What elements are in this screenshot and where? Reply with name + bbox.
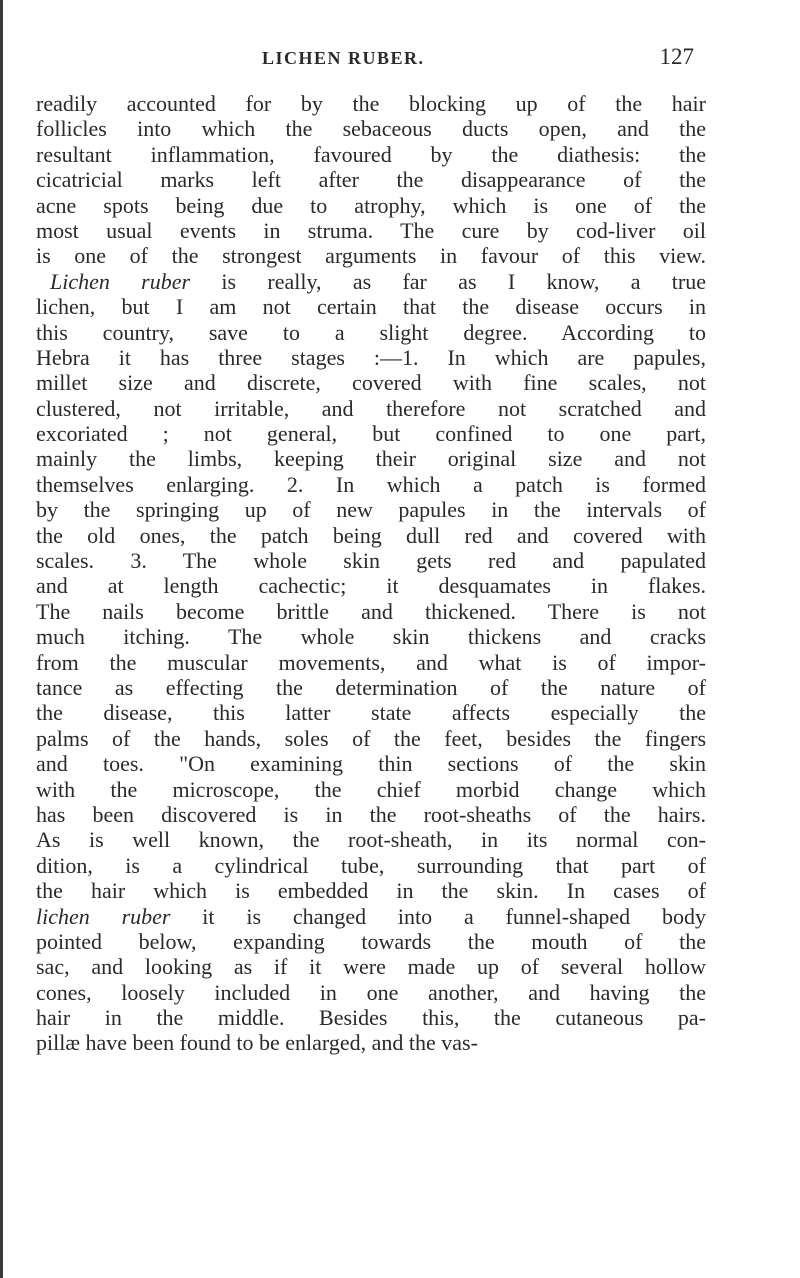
page-number: 127 <box>659 44 694 69</box>
text-line: mainly the limbs, keeping their original size and not <box>36 446 706 472</box>
text-line: The nails become brittle and thickened. There is not <box>36 598 706 624</box>
text-line: from the muscular movements, and what is of impor- <box>36 649 706 675</box>
text-line: tance as effecting the determination of the nature of <box>36 674 706 700</box>
text-line: sac, and looking as if it were made up of several hollow <box>36 954 706 980</box>
text-line: most usual events in struma. The cure by cod-liver oil <box>36 217 706 243</box>
text-line: much itching. The whole skin thickens and cracks <box>36 624 706 650</box>
text-line: pointed below, expanding towards the mouth of the <box>36 928 706 954</box>
text-line: themselves enlarging. 2. In which a patch is formed <box>36 471 706 497</box>
text-line: and toes. "On examining thin sections of the skin <box>36 751 706 777</box>
text-line: by the springing up of new papules in the intervals of <box>36 497 706 523</box>
page-header <box>262 44 694 84</box>
text-line: cicatricial marks left after the disappearance of the <box>36 167 706 193</box>
text-line: excoriated ; not general, but confined to one part, <box>36 421 706 447</box>
text-line: As is well known, the root-sheath, in its normal con- <box>36 827 706 853</box>
text-line: the hair which is embedded in the skin. In cases of <box>36 878 706 904</box>
running-title: LICHEN RUBER. <box>262 48 425 68</box>
text-line: scales. 3. The whole skin gets red and papulated <box>36 548 706 574</box>
text-line: lichen, but I am not certain that the disease occurs in <box>36 294 706 320</box>
text-line: clustered, not irritable, and therefore not scratched and <box>36 395 706 421</box>
text-line: this country, save to a slight degree. According to <box>36 319 706 345</box>
text-line: cones, loosely included in one another, and having the <box>36 979 706 1005</box>
text-line: is one of the strongest arguments in favour of this view. <box>36 243 706 269</box>
text-line: millet size and discrete, covered with fine scales, not <box>36 370 706 396</box>
text-line: with the microscope, the chief morbid change which <box>36 776 706 802</box>
text-line: lichen ruber it is changed into a funnel-shaped body <box>36 903 706 929</box>
text-line: dition, is a cylindrical tube, surrounding that part of <box>36 852 706 878</box>
body-text <box>36 91 706 1056</box>
italic-term: Lichen ruber <box>50 268 191 294</box>
text-line: follicles into which the sebaceous ducts open, and the <box>36 116 706 142</box>
page-edge <box>0 0 3 1278</box>
italic-term: lichen ruber <box>36 903 171 929</box>
text-line: and at length cachectic; it desquamates in flakes. <box>36 573 706 599</box>
text-line: the disease, this latter state affects especially the <box>36 700 706 726</box>
text-line: Lichen ruber is really, as far as I know, a true <box>50 268 706 294</box>
text-line: readily accounted for by the blocking up of the hair <box>36 91 706 116</box>
text-line: has been discovered is in the root-sheaths of the hairs. <box>36 801 706 827</box>
text-line: the old ones, the patch being dull red and covered with <box>36 522 706 548</box>
text-line: acne spots being due to atrophy, which is one of the <box>36 192 706 218</box>
text-line: palms of the hands, soles of the feet, besides the fingers <box>36 725 706 751</box>
text-line: resultant inflammation, favoured by the diathesis: the <box>36 141 706 167</box>
text-line: Hebra it has three stages :—1. In which are papules, <box>36 344 706 370</box>
text-line: pillæ have been found to be enlarged, and the vas- <box>36 1030 478 1056</box>
text-line: hair in the middle. Besides this, the cutaneous pa- <box>36 1005 706 1031</box>
